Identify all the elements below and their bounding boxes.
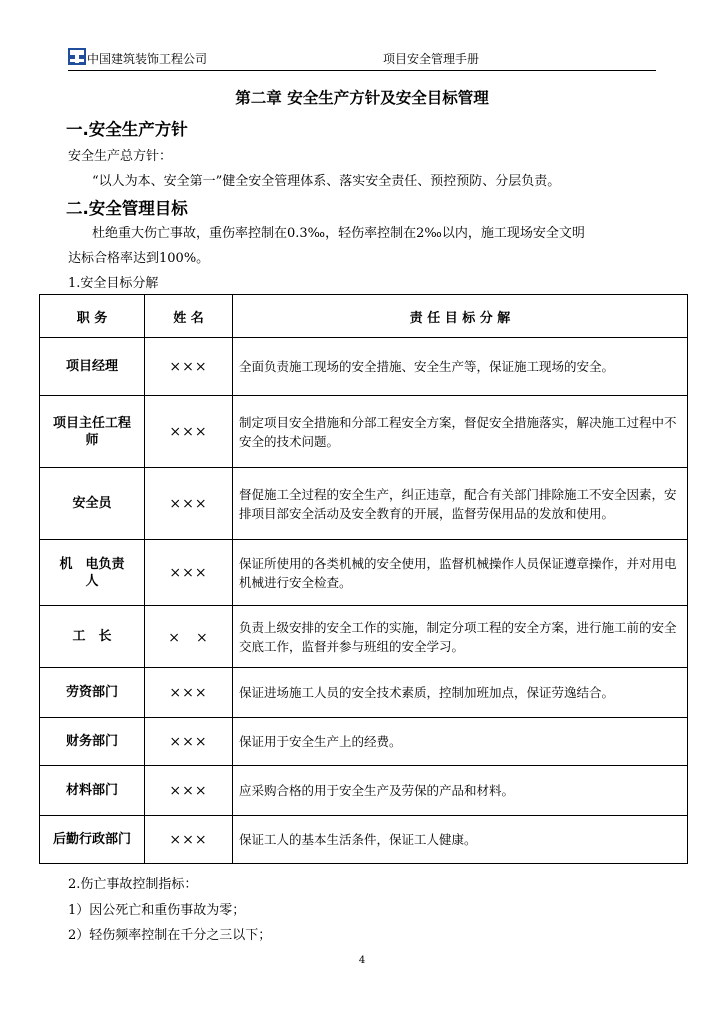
- table-row: [40, 668, 688, 718]
- table-row: [40, 816, 688, 864]
- row-duty: 负责上级安排的安全工作的实施，制定分项工程的安全方案，进行施工前的安全交底工作，监督并参与班组的安全学习。: [233, 606, 688, 668]
- accident-control-item-1: 1）因公死亡和重伤事故为零；: [68, 903, 246, 918]
- row-role: 项目主任工程师: [40, 396, 145, 468]
- table-row: [40, 396, 688, 468]
- goal-text-line1: 杜绝重大伤亡事故，重伤率控制在0.3‰，轻伤率控制在2‰以内，施工现场安全文明: [92, 226, 585, 241]
- table-row: [40, 718, 688, 766]
- page-number: 4: [358, 955, 366, 966]
- header-company-name: 中国建筑装饰工程公司: [87, 52, 208, 66]
- row-name: ×××: [145, 396, 233, 468]
- policy-intro: 安全生产总方针：: [68, 149, 173, 164]
- col-header-name: 姓 名: [145, 295, 233, 338]
- table-row: [40, 338, 688, 396]
- row-role: 劳资部门: [40, 668, 145, 718]
- table-row: [40, 606, 688, 668]
- row-name: ×××: [145, 766, 233, 816]
- row-name: ×××: [145, 816, 233, 864]
- row-duty: 保证工人的基本生活条件，保证工人健康。: [233, 816, 688, 864]
- row-duty: 应采购合格的用于安全生产及劳保的产品和材料。: [233, 766, 688, 816]
- row-role: 材料部门: [40, 766, 145, 816]
- policy-statement: “以人为本、安全第一”健全安全管理体系、落实安全责任、预控预防、分层负责。: [92, 174, 561, 189]
- safety-goal-table: [39, 294, 688, 864]
- row-duty: 制定项目安全措施和分部工程安全方案，督促安全措施落实，解决施工过程中不安全的技术问题。: [233, 396, 688, 468]
- table-header-row: [40, 295, 688, 338]
- row-role: 项目经理: [40, 338, 145, 396]
- table-row: [40, 540, 688, 606]
- row-name: ×××: [145, 718, 233, 766]
- section-heading-goals: 二.安全管理目标: [66, 199, 188, 218]
- section-heading-policy: 一.安全生产方针: [66, 120, 188, 139]
- row-name: ×××: [145, 540, 233, 606]
- row-duty: 全面负责施工现场的安全措施、安全生产等，保证施工现场的安全。: [233, 338, 688, 396]
- company-logo-icon: [68, 48, 86, 65]
- row-duty: 督促施工全过程的安全生产，纠正违章，配合有关部门排除施工不安全因素，安排项目部安全活动及安全教育的开展，监督劳保用品的发放和使用。: [233, 468, 688, 540]
- goal-text-line2: 达标合格率达到100%。: [68, 251, 210, 266]
- col-header-duty: 责 任 目 标 分 解: [233, 295, 688, 338]
- table-row: [40, 766, 688, 816]
- table-row: [40, 468, 688, 540]
- row-role: 机 电负责人: [40, 540, 145, 606]
- accident-control-item-2: 2）轻伤频率控制在千分之三以下；: [68, 928, 272, 943]
- row-duty: 保证进场施工人员的安全技术素质，控制加班加点，保证劳逸结合。: [233, 668, 688, 718]
- col-header-role: 职 务: [40, 295, 145, 338]
- row-name: ×××: [145, 668, 233, 718]
- goal-breakdown-heading: 1.安全目标分解: [68, 276, 159, 291]
- accident-control-heading: 2.伤亡事故控制指标：: [68, 877, 198, 892]
- row-name: ×××: [145, 468, 233, 540]
- row-role: 后勤行政部门: [40, 816, 145, 864]
- header-manual-title: 项目安全管理手册: [383, 52, 480, 66]
- row-duty: 保证用于安全生产上的经费。: [233, 718, 688, 766]
- chapter-title: 第二章 安全生产方针及安全目标管理: [235, 89, 489, 107]
- row-role: 工 长: [40, 606, 145, 668]
- row-duty: 保证所使用的各类机械的安全使用，监督机械操作人员保证遵章操作，并对用电机械进行安全检查。: [233, 540, 688, 606]
- page-header: [68, 44, 656, 71]
- row-role: 安全员: [40, 468, 145, 540]
- row-role: 财务部门: [40, 718, 145, 766]
- row-name: × ×: [145, 606, 233, 668]
- row-name: ×××: [145, 338, 233, 396]
